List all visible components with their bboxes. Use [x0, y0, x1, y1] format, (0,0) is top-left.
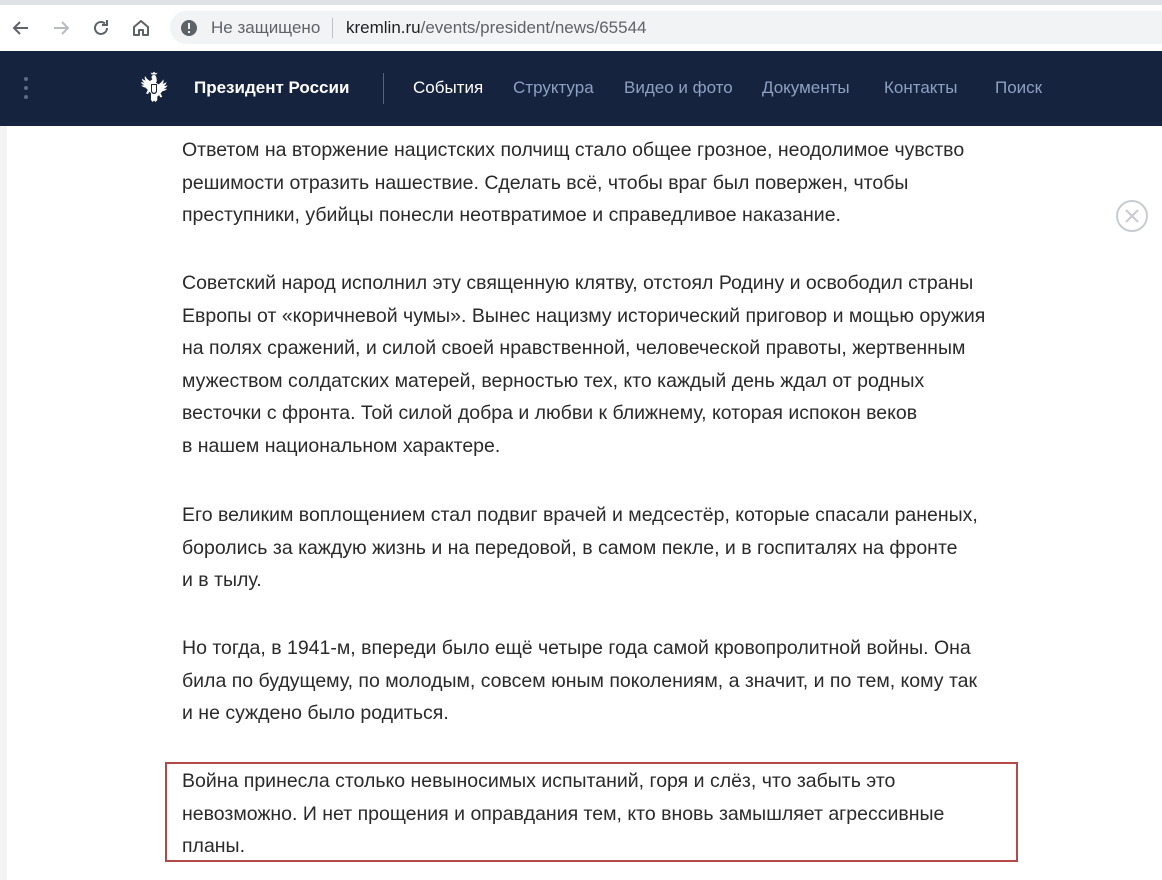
close-icon[interactable]: [1115, 199, 1149, 233]
site-title[interactable]: Президент России: [194, 78, 350, 97]
text-line: боролись за каждую жизнь и на передовой, в самом пекле, и в госпиталях на фронте: [182, 536, 958, 559]
back-button[interactable]: [7, 14, 35, 42]
text-line: Война принесла столько невыносимых испытаний, горя и слёз, что забыть это: [182, 770, 896, 792]
text-line: мужеством солдатских матерей, верностью тех, кто каждый день ждал от родных: [182, 369, 925, 392]
article-paragraph: [182, 632, 1032, 730]
forward-button[interactable]: [47, 14, 75, 42]
url-path: /events/president/news/65544: [420, 18, 647, 37]
article-paragraph: [182, 499, 1032, 597]
security-status-label[interactable]: Не защищено: [211, 18, 321, 37]
page-gutter: [0, 126, 7, 880]
article-paragraph: [182, 134, 1032, 232]
text-line: и не суждено было родиться.: [182, 702, 449, 725]
nav-item-search[interactable]: Поиск: [995, 78, 1043, 97]
text-line: преступники, убийцы понесли неотвратимое и справедливое наказание.: [182, 204, 841, 227]
home-button[interactable]: [127, 14, 155, 42]
address-bar[interactable]: [170, 11, 1162, 44]
reload-button[interactable]: [87, 14, 115, 42]
nav-item-contacts[interactable]: Контакты: [884, 78, 958, 97]
nav-item-video-photo[interactable]: Видео и фото: [624, 78, 733, 97]
forward-arrow-icon: [51, 18, 71, 38]
nav-item-events[interactable]: События: [413, 78, 484, 97]
text-line: Ответом на вторжение нацистских полчищ стало общее грозное, неодолимое чувство: [182, 139, 965, 161]
text-line: била по будущему, по молодым, совсем юным поколениям, а значит, и по тем, кому так: [182, 669, 978, 692]
back-arrow-icon: [11, 18, 31, 38]
text-line: Его великим воплощением стал подвиг врачей и медсестёр, которые спасали раненых,: [182, 504, 978, 526]
site-header: [0, 51, 1162, 126]
text-line: весточки с фронта. Той силой добра и любви к ближнему, которая испокон веков: [182, 402, 918, 425]
text-line: на полях сражений, и силой своей нравственной, человеческой правоты, жертвенным: [182, 337, 966, 360]
address-divider: [332, 18, 333, 38]
warning-icon[interactable]: [180, 19, 198, 37]
text-line: и в тылу.: [182, 569, 262, 592]
menu-dots-icon[interactable]: [22, 77, 30, 101]
text-line: в нашем национальном характере.: [182, 434, 501, 457]
text-line: Европы от «коричневой чумы». Вынес нацизму исторический приговор и мощью оружия: [182, 304, 986, 327]
text-line: решимости отразить нашествие. Сделать всё, чтобы враг был повержен, чтобы: [182, 171, 909, 194]
article-paragraph: [182, 267, 1032, 463]
nav-item-structure[interactable]: Структура: [513, 78, 594, 97]
nav-item-documents[interactable]: Документы: [762, 78, 850, 97]
text-line: невозможно. И нет прощения и оправдания тем, кто вновь замышляет агрессивные: [182, 802, 945, 825]
url-host: kremlin.ru: [346, 18, 421, 37]
header-divider: [383, 73, 384, 104]
double-headed-eagle-icon[interactable]: [135, 69, 173, 107]
text-line: планы.: [182, 835, 245, 858]
text-line: Но тогда, в 1941-м, впереди было ещё четыре года самой кровопролитной войны. Она: [182, 637, 971, 659]
reload-icon: [91, 18, 111, 38]
text-line: Советский народ исполнил эту священную клятву, отстоял Родину и освободил страны: [182, 272, 974, 294]
browser-toolbar: [0, 0, 1162, 51]
home-icon: [131, 18, 151, 38]
highlight-frame: [165, 762, 1018, 862]
url-text[interactable]: [346, 18, 647, 38]
